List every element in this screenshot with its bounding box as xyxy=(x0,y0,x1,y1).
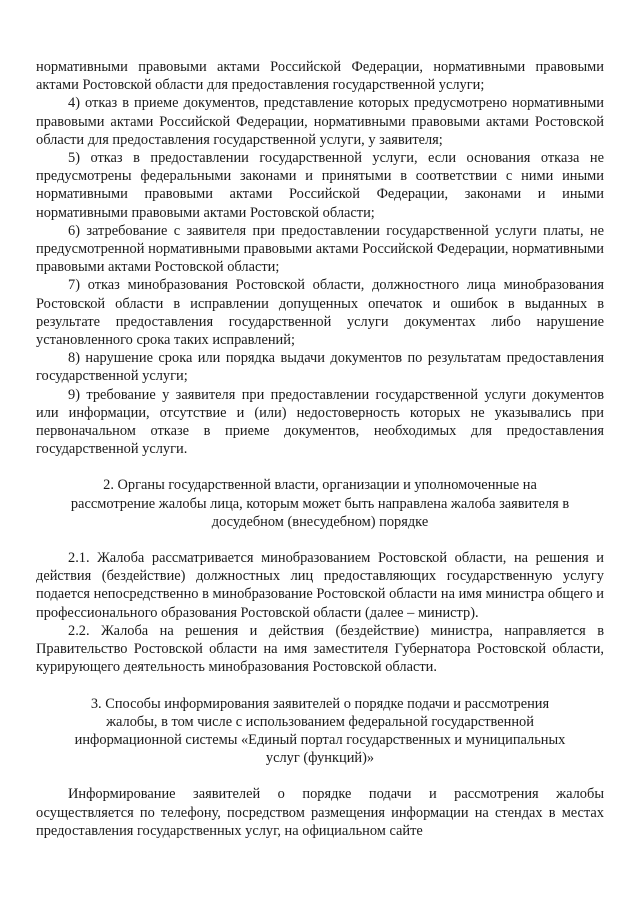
paragraph-continuation: нормативными правовыми актами Российской Федерации, нормативными правовыми актами Ростовской области для предоставления государственной услуги; xyxy=(36,59,604,94)
list-item-7: 7) отказ минобразования Ростовской области, должностного лица минобразования Ростовской области в исправлении допущенных опечаток и ошибок в выданных в результате предоставления государственной услуги документах либо нарушение установленного срока таких исправлений; xyxy=(36,277,604,349)
section-2-heading: 2. Органы государственной власти, организации и уполномоченные на рассмотрение жалобы лица, которым может быть направлена жалоба заявителя в досудебном (внесудебном) порядке xyxy=(70,477,570,530)
section-2-paragraph-1: 2.1. Жалоба рассматривается минобразованием Ростовской области, на решения и действия (бездействие) должностных лиц предоставляющих государственную услугу подается непосредственно в минобразование Ростовской области на имя министра общего и профессионального образования Ростовской области (далее – министр). xyxy=(36,550,604,621)
list-item-6: 6) затребование с заявителя при предоставлении государственной услуги платы, не предусмотренной нормативными правовыми актами Российской Федерации, нормативными правовыми актами Ростовской области; xyxy=(36,222,604,276)
list-item-8: 8) нарушение срока или порядка выдачи документов по результатам предоставления государственной услуги; xyxy=(36,350,604,385)
list-item-4: 4) отказ в приеме документов, представление которых предусмотрено нормативными правовыми актами Российской Федерации, нормативными правовыми актами Ростовской области для предоставления государственной услуги, у заявителя; xyxy=(36,95,604,148)
list-item-5: 5) отказ в предоставлении государственной услуги, если основания отказа не предусмотрены федеральными законами и принятыми в соответствии с ними иными нормативными правовыми актами Российской Федерации, законами и иными нормативными правовыми актами Ростовской области; xyxy=(36,150,604,221)
section-3-heading: 3. Способы информирования заявителей о порядке подачи и рассмотрения жалобы, в том числе с использованием федеральной государственной информационной системы «Единый портал государственных и муниципальных услуг (функций)» xyxy=(74,695,566,767)
list-item-9: 9) требование у заявителя при предоставлении государственной услуги документов или информации, отсутствие и (или) недостоверность которых не указывались при первоначальном отказе в приеме документов, необходимых для предоставления государственной услуги. xyxy=(36,386,604,458)
section-2-paragraph-2: 2.2. Жалоба на решения и действия (бездействие) министра, направляется в Правительство Ростовской области на имя заместителя Губернатора Ростовской области, курирующего деятельность минобразования Ростовской области. xyxy=(36,622,604,676)
section-3-paragraph-1: Информирование заявителей о порядке подачи и рассмотрения жалобы осуществляется по телефону, посредством размещения информации на стендах в местах предоставления государственных услуг, на официальном сайте xyxy=(36,786,604,839)
